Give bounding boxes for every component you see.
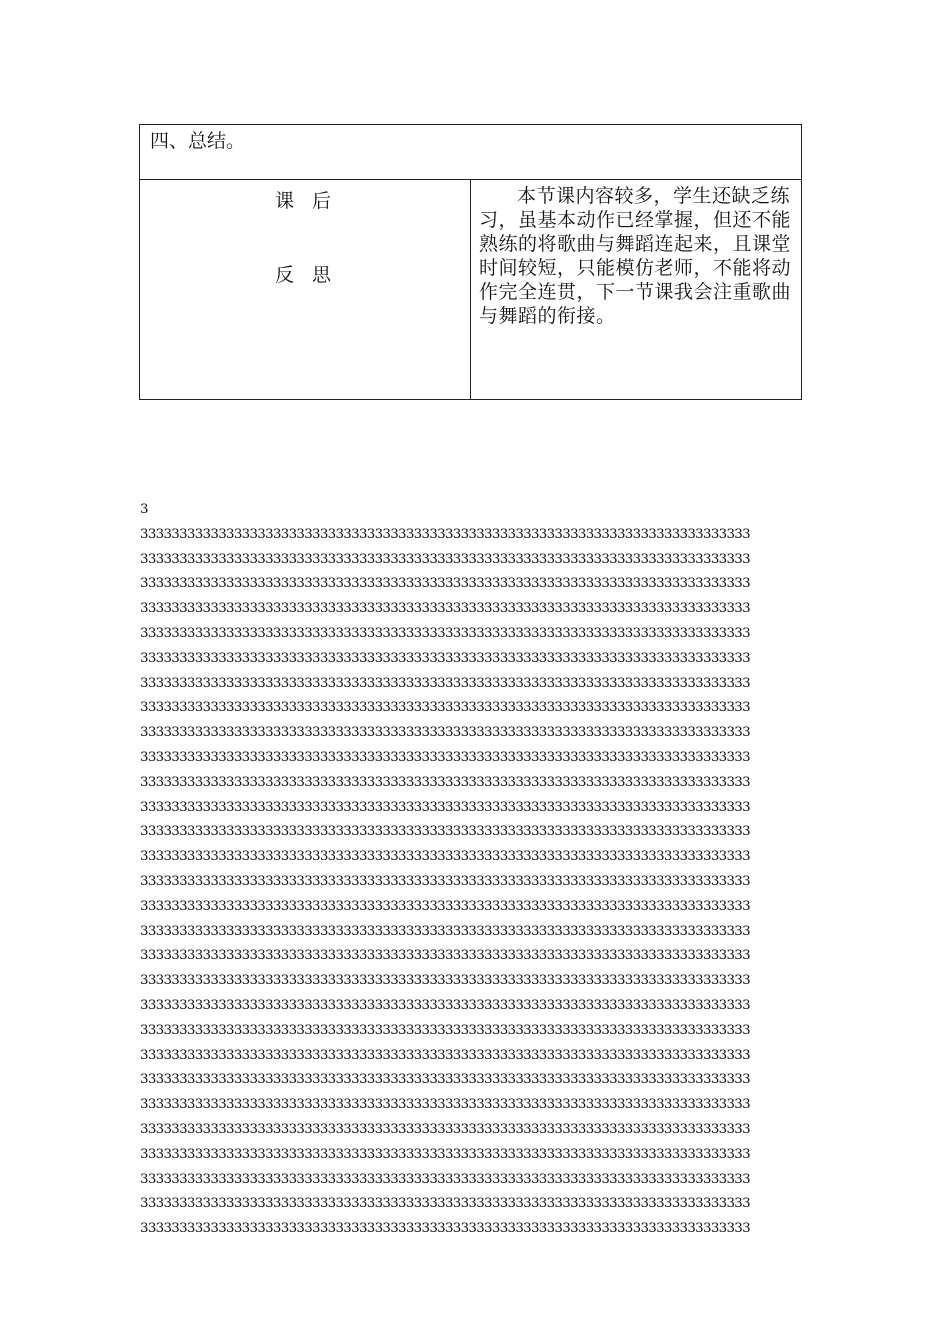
number-line: 333333333333333333333333333333333333333333333333333333333333333333333333333333 [140, 824, 750, 840]
number-line: 333333333333333333333333333333333333333333333333333333333333333333333333333333 [140, 1146, 750, 1162]
number-line: 333333333333333333333333333333333333333333333333333333333333333333333333333333 [140, 551, 750, 567]
number-line: 333333333333333333333333333333333333333333333333333333333333333333333333333333 [140, 973, 750, 989]
summary-row [140, 125, 802, 180]
number-line: 333333333333333333333333333333333333333333333333333333333333333333333333333333 [140, 1097, 750, 1113]
number-line: 333333333333333333333333333333333333333333333333333333333333333333333333333333 [140, 849, 750, 865]
number-line: 333333333333333333333333333333333333333333333333333333333333333333333333333333 [140, 650, 750, 666]
number-line: 333333333333333333333333333333333333333333333333333333333333333333333333333333 [140, 948, 750, 964]
number-line: 333333333333333333333333333333333333333333333333333333333333333333333333333333 [140, 601, 750, 617]
number-line: 333333333333333333333333333333333333333333333333333333333333333333333333333333 [140, 997, 750, 1013]
number-line: 333333333333333333333333333333333333333333333333333333333333333333333333333333 [140, 1221, 750, 1237]
reflection-text: 本节课内容较多，学生还缺乏练习，虽基本动作已经掌握，但还不能熟练的将歌曲与舞蹈连起来，且课堂时间较短，只能模仿老师，不能将动作完全连贯，下一节课我会注重歌曲与舞蹈的衔接。 [471, 180, 802, 400]
reflection-label-cell [140, 180, 471, 400]
reflection-label-top: 课后 [274, 190, 349, 212]
number-line: 333333333333333333333333333333333333333333333333333333333333333333333333333333 [140, 700, 750, 716]
number-line: 333333333333333333333333333333333333333333333333333333333333333333333333333333 [140, 725, 750, 741]
number-line: 333333333333333333333333333333333333333333333333333333333333333333333333333333 [140, 1121, 750, 1137]
number-text-block [140, 498, 820, 1242]
number-line: 333333333333333333333333333333333333333333333333333333333333333333333333333333 [140, 873, 750, 889]
number-line: 333333333333333333333333333333333333333333333333333333333333333333333333333333 [140, 526, 750, 542]
number-line: 333333333333333333333333333333333333333333333333333333333333333333333333333333 [140, 898, 750, 914]
number-line: 333333333333333333333333333333333333333333333333333333333333333333333333333333 [140, 799, 750, 815]
number-first-line: 3 [140, 502, 148, 517]
number-line: 333333333333333333333333333333333333333333333333333333333333333333333333333333 [140, 1196, 750, 1212]
number-line: 333333333333333333333333333333333333333333333333333333333333333333333333333333 [140, 1022, 750, 1038]
number-line: 333333333333333333333333333333333333333333333333333333333333333333333333333333 [140, 923, 750, 939]
number-line: 333333333333333333333333333333333333333333333333333333333333333333333333333333 [140, 1047, 750, 1063]
number-line: 333333333333333333333333333333333333333333333333333333333333333333333333333333 [140, 625, 750, 641]
reflection-label-bottom: 反思 [274, 264, 349, 286]
summary-heading: 四、总结。 [140, 125, 802, 180]
lesson-plan-table [139, 124, 802, 400]
number-line: 333333333333333333333333333333333333333333333333333333333333333333333333333333 [140, 774, 750, 790]
number-line: 333333333333333333333333333333333333333333333333333333333333333333333333333333 [140, 1171, 750, 1187]
number-line: 333333333333333333333333333333333333333333333333333333333333333333333333333333 [140, 1072, 750, 1088]
number-line: 333333333333333333333333333333333333333333333333333333333333333333333333333333 [140, 576, 750, 592]
number-line: 333333333333333333333333333333333333333333333333333333333333333333333333333333 [140, 675, 750, 691]
number-line: 333333333333333333333333333333333333333333333333333333333333333333333333333333 [140, 749, 750, 765]
reflection-row [140, 180, 802, 400]
